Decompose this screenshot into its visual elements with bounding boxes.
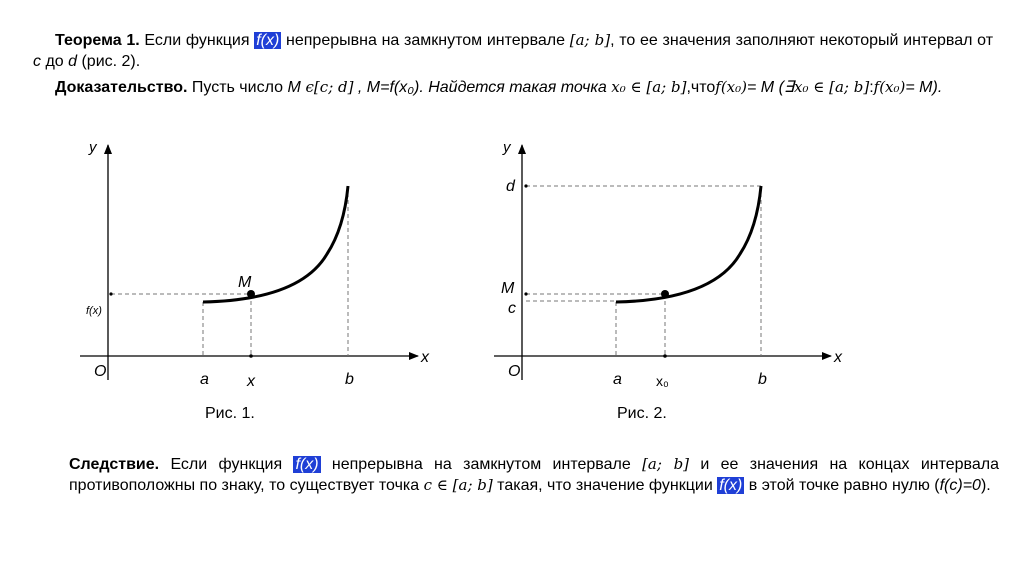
fig2-m-label: M	[501, 280, 515, 297]
fig2-curve	[616, 186, 761, 302]
corollary-text-4: такая, что значение функции	[492, 477, 718, 494]
fig2-y-label: y	[503, 139, 511, 156]
proof-text-3: ,что	[686, 79, 716, 96]
fig1-y-label: y	[89, 139, 97, 156]
fig1-x-tick: x	[247, 373, 255, 390]
fig2-d-label: d	[506, 178, 515, 195]
fx-highlight-2: f(x)	[295, 456, 319, 473]
fig1-origin: O	[94, 363, 107, 380]
corollary-paragraph	[69, 454, 999, 496]
fig1-caption: Рис. 1.	[205, 405, 255, 422]
interval-cd: ϵ[c; d]	[300, 78, 354, 96]
fig1-x-label: x	[421, 349, 429, 366]
theorem-title: Теорема 1.	[55, 32, 140, 49]
corollary-text-6: ).	[980, 477, 991, 494]
interval-ab: [a; b]	[569, 31, 611, 49]
c-in-ab: c ∈ [a; b]	[423, 476, 493, 494]
fig1-dot-x	[249, 354, 253, 358]
theorem-text-2: непрерывна на замкнутом интервале	[281, 32, 570, 49]
x0-in-ab-2: x₀ ∈ [a; b]	[794, 78, 870, 96]
fig2-x0-tick: x₀	[656, 373, 669, 389]
f-x0-2: f(x₀)	[873, 78, 906, 96]
f-x0: f(x₀)	[715, 78, 748, 96]
fig2-x-label: x	[834, 349, 842, 366]
fig2-dot-d	[524, 184, 527, 187]
x0-in-ab: x₀ ∈ [a; b]	[611, 78, 687, 96]
f-c-zero: f(c)=0	[939, 477, 981, 494]
proof-text-2: , M=f(x₀). Найдется такая точка	[353, 79, 612, 96]
var-c: c	[33, 53, 41, 70]
proof-text-6: = M).	[905, 79, 943, 96]
proof-text-5: :	[869, 79, 874, 96]
fig1-fx-label: f(x)	[86, 305, 102, 317]
corollary-text-1: Если функция	[159, 456, 294, 473]
fig2-b-label: b	[758, 371, 767, 388]
theorem-text-5: (рис. 2).	[77, 53, 141, 70]
var-m: M	[287, 79, 301, 96]
fig2-dot-x0	[663, 354, 667, 358]
var-d: d	[68, 53, 78, 70]
fx-highlight-3: f(x)	[719, 477, 743, 494]
fig2-origin: O	[508, 363, 521, 380]
fig1-a-label: a	[200, 371, 209, 388]
fig1-m-label: M	[238, 274, 252, 291]
corollary-text-2: непрерывна на замкнутом интервале	[320, 456, 643, 473]
corollary-title: Следствие.	[69, 456, 160, 473]
corollary-text-5: в этой точке равно нулю (	[744, 477, 940, 494]
interval-ab-2: [a; b]	[642, 455, 690, 473]
proof-text-1: Пусть число	[187, 79, 288, 96]
fig2-point-m	[661, 290, 669, 298]
theorem-text-1: Если функция	[139, 32, 255, 49]
fig2-c-label: c	[508, 300, 516, 317]
proof-title: Доказательство.	[55, 79, 188, 96]
theorem-text-4: до	[41, 53, 69, 70]
fig1-curve	[203, 186, 348, 302]
fig1-point-m	[247, 290, 255, 298]
fig1-dot-fx	[109, 292, 112, 295]
fig2-a-label: a	[613, 371, 622, 388]
proof-text-4: = M (∃	[747, 79, 795, 96]
fx-highlight: f(x)	[256, 32, 280, 49]
theorem-text-3: , то ее значения заполняют некоторый интервал от	[610, 32, 994, 49]
fig2-caption: Рис. 2.	[617, 405, 667, 422]
fig2-dot-m	[524, 292, 527, 295]
corollary-text-3: и ее значения на концах интервала противоположны по знаку, то существует точка	[69, 456, 1000, 494]
fig1-b-label: b	[345, 371, 354, 388]
